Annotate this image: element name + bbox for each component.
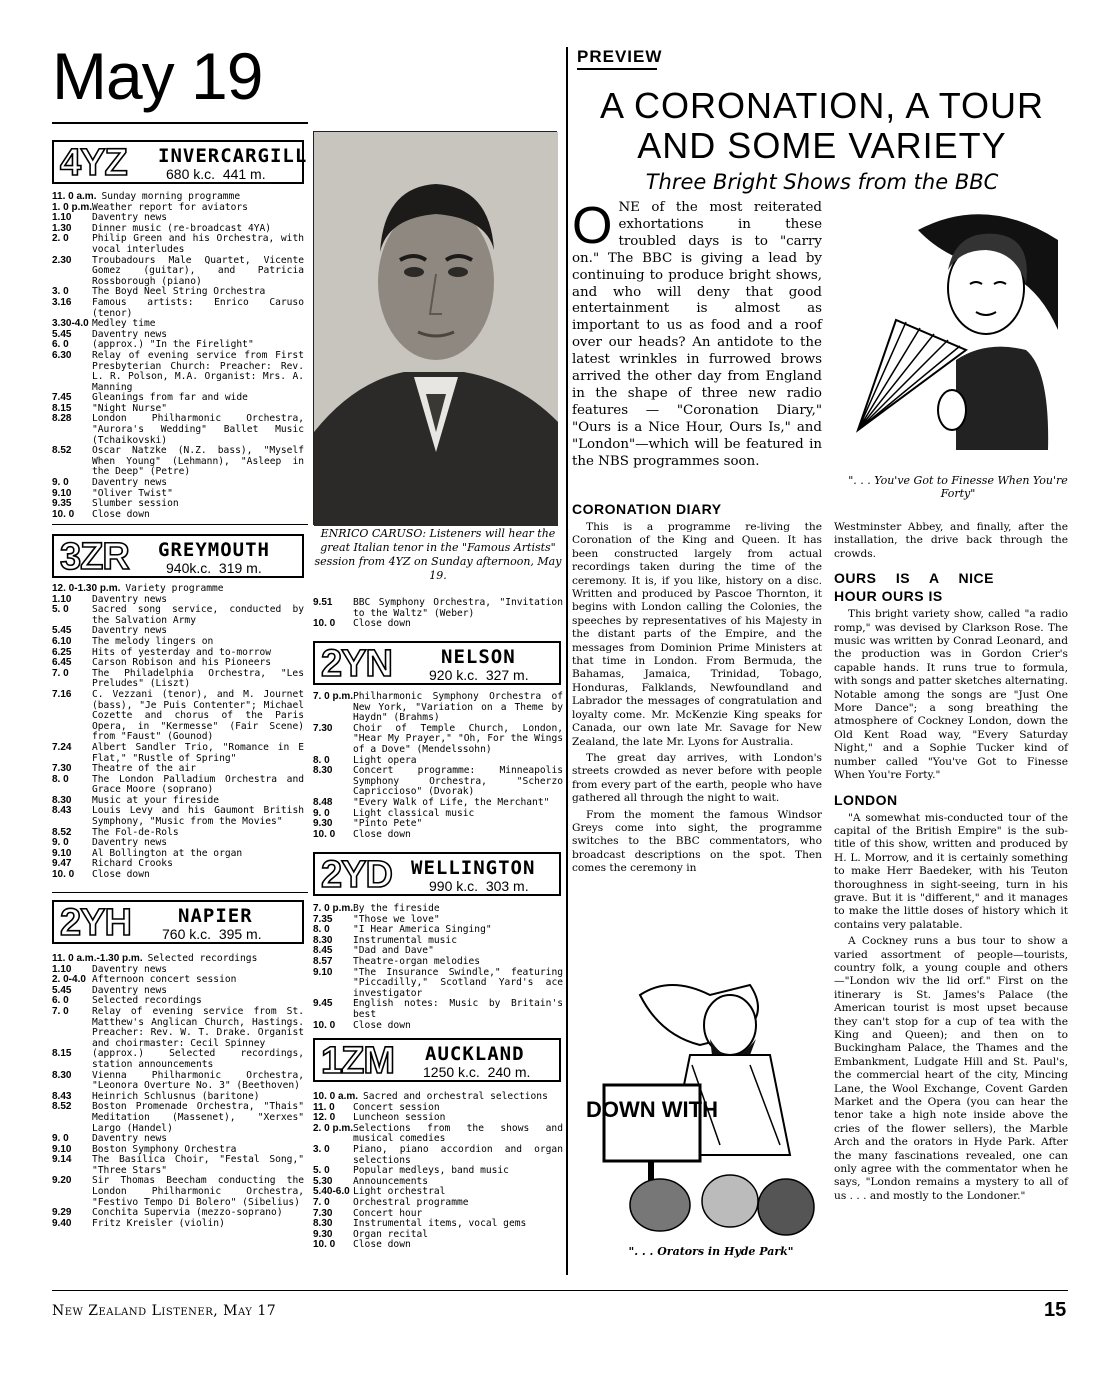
schedule-time: 11. 0 a.m. (52, 191, 97, 202)
schedule-time: 1.30 (52, 222, 72, 234)
schedule-item (52, 954, 304, 965)
schedule-time: 8.43 (52, 805, 72, 817)
schedule-time: 10. 0 (313, 618, 336, 630)
schedule-time: 7. 0 p.m. (313, 903, 354, 914)
schedule-description: The Basilica Choir, "Festal Song," "Three Stars" (92, 1154, 304, 1176)
schedule-time: 7. 0 (313, 1196, 330, 1208)
schedule-description: Close down (353, 1239, 411, 1251)
schedule-description: The Boyd Neel String Orchestra (92, 286, 266, 298)
schedule-time: 8.15 (52, 1048, 72, 1060)
schedule-description: Afternoon concert session (92, 974, 237, 986)
schedule-item (52, 849, 304, 860)
coronation-body (572, 521, 822, 876)
schedule-description: Light classical music (353, 807, 475, 819)
schedule-time: 5.45 (52, 328, 72, 340)
article-intro (572, 197, 822, 471)
call-sign: 2YD (321, 854, 392, 896)
schedule-description: The London Palladium Orchestra and Grace Moore (soprano) (92, 773, 304, 796)
schedule-time: 8.52 (52, 445, 72, 457)
right-column (834, 521, 1068, 1203)
schedule-description: English notes: Music by Britain's best (353, 998, 563, 1020)
footer-rule (52, 1290, 1068, 1291)
schedule-description: "Night Nurse" (92, 402, 168, 414)
schedule-time: 5.45 (52, 625, 72, 637)
station-frequency: 680 k.c. 441 m. (166, 166, 266, 182)
sign-text: DOWN WITH (586, 1097, 718, 1122)
schedule-time: 12. 0-1.30 p.m. (52, 583, 121, 594)
schedule-description: Selections from the shows and musical comedies (353, 1122, 563, 1145)
section-heading-ours: OURS IS A NICE HOUR OURS IS (834, 570, 994, 605)
schedule-description: Carson Robison and his Pioneers (92, 657, 272, 669)
schedule-description: "I Hear America Singing" (353, 924, 492, 936)
schedule-time: 10. 0 (313, 1019, 336, 1031)
schedule-time: 9.30 (313, 1228, 333, 1240)
rule (52, 524, 308, 525)
rule (52, 892, 308, 893)
schedule-description: Sacred song service, conducted by the Salvation Army (92, 604, 304, 626)
schedule-description: (approx.) Selected recordings, station announcements (92, 1048, 304, 1070)
rule (52, 122, 308, 124)
schedule-item (313, 999, 563, 1020)
station-frequency: 1250 k.c. 240 m. (423, 1064, 531, 1080)
schedule-description: Dinner music (re-broadcast 4YA) (92, 222, 272, 234)
schedule-time: 8.30 (52, 794, 72, 806)
schedule-time: 8.15 (52, 402, 72, 414)
schedule-item (313, 830, 563, 841)
schedule-time: 9.14 (52, 1154, 72, 1166)
schedule-item (52, 1219, 304, 1230)
schedule-item (52, 414, 304, 446)
schedule-description: Choir of Temple Church, London, "Hear My Prayer," "Oh, For the Wings of a Dove" (Mendelssohn) (353, 722, 563, 755)
schedule-time: 7.30 (313, 722, 333, 734)
schedule-time: 9.45 (313, 998, 333, 1010)
call-sign: 4YZ (60, 142, 127, 184)
schedule-item (52, 1176, 304, 1208)
paragraph: "A somewhat mis-conducted tour of the capital of the British Empire" is the sub-title of this show, written and produced by H. L. Morrow, and it is certainly something to make Herr Baedeker, with his Teuton thoroughness in sight-seeing, turn in his grave. But it is "different," and it manages to make the little doses of history which it contains very palatable. (834, 811, 1068, 931)
schedule-time: 8.30 (313, 934, 333, 946)
schedule-description: The Philadelphia Orchestra, "Les Preludes" (Liszt) (92, 667, 304, 690)
call-sign: 1ZM (321, 1040, 394, 1082)
column-divider (566, 47, 568, 1275)
schedule-description: Selected recordings (147, 953, 258, 964)
schedule-item (313, 724, 563, 756)
section-label: PREVIEW (577, 47, 663, 66)
schedule-item (52, 1007, 304, 1049)
schedule-description: Popular medleys, band music (353, 1165, 509, 1177)
schedule-time: 8. 0 (313, 924, 330, 936)
schedule-description: Theatre of the air (92, 763, 196, 775)
schedule-description: Sunday morning programme (101, 191, 241, 202)
call-sign: 3ZR (60, 536, 129, 578)
schedule-time: 8.52 (52, 1101, 72, 1113)
schedule-time: 9. 0 (52, 477, 69, 489)
schedule-time: 3.16 (52, 296, 72, 308)
schedule-1zm (313, 1092, 563, 1251)
schedule-description: Al Bollington at the organ (92, 847, 243, 859)
schedule-time: 7.45 (52, 392, 72, 404)
drop-cap: O (572, 197, 613, 255)
schedule-time: 8.45 (313, 945, 333, 957)
schedule-item (313, 1166, 563, 1177)
schedule-description: Close down (353, 618, 411, 630)
schedule-time: 7.30 (313, 1207, 333, 1219)
coronation-continuation: Westminster Abbey, and finally, after the installation, the drive back through the crowds. (834, 521, 1068, 560)
schedule-description: Organ recital (353, 1228, 429, 1240)
schedule-description: Troubadours Male Quartet, Vicente Gomez (guitar), and Patricia Rossborough (piano) (92, 254, 304, 287)
schedule-description: Daventry news (92, 963, 168, 975)
cartoon-illustration (586, 955, 822, 1239)
schedule-time: 9.51 (313, 597, 333, 608)
schedule-time: 9. 0 (313, 807, 330, 819)
schedule-item (52, 637, 304, 648)
schedule-time: 9.10 (313, 966, 333, 978)
schedule-time: 5. 0 (313, 1165, 330, 1177)
schedule-description: Variety programme (125, 583, 224, 594)
section-heading-coronation: CORONATION DIARY (572, 501, 722, 517)
schedule-item (52, 584, 304, 595)
station-header-2yd (313, 852, 561, 896)
schedule-item (52, 393, 304, 404)
schedule-time: 1.10 (52, 593, 72, 605)
station-frequency: 940k.c. 319 m. (166, 560, 262, 576)
schedule-time: 2. 0 (52, 233, 69, 245)
station-name: INVERCARGILL (158, 145, 308, 167)
schedule-time: 8. 0 (52, 773, 69, 785)
photo-caption: ENRICO CARUSO: Listeners will hear the great Italian tenor in the "Famous Artists" session from 4YZ on Sunday afternoon, May 19. (314, 527, 562, 582)
schedule-time: 11. 0 a.m.-1.30 p.m. (52, 953, 143, 964)
schedule-item (313, 1219, 563, 1230)
schedule-time: 8.48 (313, 796, 333, 808)
schedule-item (313, 798, 563, 809)
schedule-description: Daventry news (92, 328, 168, 340)
schedule-item (52, 510, 304, 521)
caruso-photo (313, 131, 557, 525)
schedule-time: 9. 0 (52, 837, 69, 849)
schedule-item (313, 1092, 563, 1103)
schedule-item (52, 975, 304, 986)
schedule-description: Light opera (353, 754, 417, 766)
schedule-item (313, 1021, 563, 1032)
schedule-time: 1.10 (52, 963, 72, 975)
publication-footer: New Zealand Listener, May 17 (52, 1303, 277, 1319)
schedule-item (52, 298, 304, 319)
schedule-time: 8.30 (313, 765, 333, 777)
schedule-description: "Pinto Pete" (353, 818, 423, 830)
schedule-description: Louis Levy and his Gaumont British Symphony, "Music from the Movies" (92, 805, 304, 828)
schedule-time: 10. 0 (313, 828, 336, 840)
schedule-item (52, 234, 304, 255)
schedule-item (52, 828, 304, 839)
page-date: May 19 (52, 39, 263, 113)
schedule-description: Weather report for aviators (92, 201, 248, 213)
station-header-3zr (52, 534, 304, 578)
schedule-time: 8.52 (52, 826, 72, 838)
schedule-item (313, 1240, 563, 1251)
cartoon-caption: ". . . You've Got to Finesse When You're Forty" (848, 474, 1068, 500)
station-name: NAPIER (178, 905, 253, 927)
schedule-item (313, 619, 563, 630)
schedule-description: Richard Crooks (92, 858, 173, 870)
schedule-time: 6. 0 (52, 339, 69, 351)
schedule-time: 5.45 (52, 984, 72, 996)
schedule-time: 2. 0-4.0 (52, 974, 86, 986)
paragraph: This bright variety show, called "a radio romp," was devised by Clarkson Rose. The music was written by Conrad Leonard, and the production was in Gordon Crier's capable hands. It runs true to formula, with songs and patter sketches alternating. Notable among the songs are "Just One More Dance"; a song breathing the atmosphere of Cockney London, down the Old Kent Road way, "Every Saturday Night," and a Sophie Tucker kind of number called "You've Got to Finesse When You're Forty." (834, 608, 1068, 782)
schedule-item (52, 743, 304, 764)
schedule-description: "Oliver Twist" (92, 487, 173, 499)
article-headline: A CORONATION, A TOUR AND SOME VARIETY (599, 85, 1045, 166)
schedule-description: Concert hour (353, 1207, 423, 1219)
schedule-time: 11. 0 (313, 1101, 335, 1113)
schedule-time: 9.29 (52, 1207, 72, 1219)
schedule-time: 10. 0 (52, 508, 75, 520)
schedule-2yd (313, 904, 563, 1031)
schedule-time: 3. 0 (52, 286, 69, 298)
station-frequency: 760 k.c. 395 m. (162, 926, 262, 942)
page-number: 15 (1044, 1299, 1067, 1321)
schedule-description: Relay of evening service from St. Matthew's Anglican Church, Hastings. Preacher: Rev. W. T. Drake. Organist and choirmaster: Cecil Spinney (92, 1005, 304, 1049)
schedule-description: Relay of evening service from First Presbyterian Church: Preacher: Rev. L. R. Polson, M.A. Organist: Mrs. A. Manning (92, 349, 304, 393)
schedule-time: 12. 0 (313, 1112, 336, 1124)
schedule-time: 6.45 (52, 657, 72, 669)
schedule-time: 7.16 (52, 688, 72, 700)
schedule-time: 1.10 (52, 212, 72, 224)
station-frequency: 920 k.c. 327 m. (429, 667, 529, 683)
schedule-item (313, 598, 563, 619)
schedule-time: 10. 0 a.m. (313, 1091, 359, 1102)
schedule-description: Daventry news (92, 625, 168, 637)
schedule-2yn (313, 692, 563, 840)
schedule-item (52, 669, 304, 690)
schedule-description: Luncheon session (353, 1112, 446, 1124)
schedule-item (52, 446, 304, 478)
schedule-description: Theatre-organ melodies (353, 955, 481, 967)
schedule-description: Medley time (92, 318, 156, 330)
schedule-description: Close down (92, 869, 150, 881)
station-header-1zm (313, 1038, 561, 1082)
schedule-description: Daventry news (92, 593, 168, 605)
station-header-2yn (313, 641, 561, 685)
schedule-item (52, 1049, 304, 1070)
schedule-description: Philharmonic Symphony Orchestra of New York, "Variation on a Theme by Haydn" (Brahms) (353, 691, 563, 724)
schedule-time: 9.10 (52, 1143, 72, 1155)
schedule-item (52, 775, 304, 796)
schedule-item (313, 936, 563, 947)
schedule-item (52, 690, 304, 743)
schedule-item (313, 1198, 563, 1209)
call-sign: 2YN (321, 643, 392, 685)
schedule-time: 7. 0 p.m. (313, 691, 354, 702)
schedule-time: 8. 0 (313, 754, 330, 766)
schedule-description: Philip Green and his Orchestra, with vocal interludes (92, 233, 304, 255)
article-subhead: Three Bright Shows from the BBC (645, 170, 999, 194)
schedule-description: By the fireside (353, 903, 440, 914)
schedule-item (52, 605, 304, 626)
schedule-time: 10. 0 (313, 1239, 336, 1251)
schedule-item (313, 692, 563, 724)
schedule-description: Daventry news (92, 477, 168, 489)
schedule-item (52, 319, 304, 330)
paragraph: A Cockney runs a bus tour to show a varied assortment of people—tourists, country folk, a young couple and others—"London wiv the lid orf." First on the itinerary is St. James's Palace (the American tourist is most upset because they can't stop for a cup of tea with the King and Queen); and then on to Buckingham Palace, the Thames and the Embankment, Ludgate Hill and St. Paul's, the commercial heart of the city, Mincing Lane, the Wool Exchange, Covent Garden Market and the Opera (you can hear the tenor take a high note inside above the cries of the flower sellers), the Marble Arch and the orators in Hyde Park. After the many fascinations revealed, one can only agree with the commentator when he says, "London remains a mystery to all of us . . . and mostly to the Londoner." (834, 935, 1068, 1202)
schedule-description: Sir Thomas Beecham conducting the London Philharmonic Orchestra, "Festivo Tempo Di Bolero" (Sibelius) (92, 1175, 304, 1208)
schedule-description: Close down (353, 1019, 411, 1031)
portrait-illustration (314, 132, 558, 526)
schedule-time: 5.40-6.0 (313, 1186, 350, 1198)
schedule-time: 10. 0 (52, 869, 75, 881)
schedule-time: 7. 0 (52, 1005, 69, 1017)
schedule-description: (approx.) "In the Firelight" (92, 339, 254, 351)
schedule-item (52, 478, 304, 489)
schedule-time: 7.24 (52, 741, 72, 753)
schedule-description: Instrumental music (353, 934, 457, 946)
schedule-description: Oscar Natzke (N.Z. bass), "Myself When Young" (Lehmann), "Asleep in the Deep" (Petre) (92, 445, 304, 478)
schedule-description: Light orchestral (353, 1186, 446, 1198)
station-frequency: 990 k.c. 303 m. (429, 878, 529, 894)
schedule-time: 6.25 (52, 646, 72, 658)
schedule-3zr (52, 584, 304, 881)
schedule-description: Boston Symphony Orchestra (92, 1143, 237, 1155)
schedule-item (52, 1155, 304, 1176)
schedule-time: 9.47 (52, 858, 72, 870)
schedule-description: Daventry news (92, 1133, 168, 1145)
schedule-time: 3.30-4.0 (52, 318, 89, 330)
station-name: NELSON (441, 646, 516, 668)
schedule-description: "Dad and Dave" (353, 945, 434, 957)
schedule-description: Announcements (353, 1175, 429, 1187)
schedule-time: 6.10 (52, 635, 72, 647)
schedule-description: The Fol-de-Rols (92, 826, 179, 838)
schedule-description: Fritz Kreisler (violin) (92, 1217, 225, 1229)
schedule-description: Boston Promenade Orchestra, "Thais" Meditation (Massenet), "Xerxes" Largo (Handel) (92, 1101, 304, 1134)
schedule-item (52, 499, 304, 510)
schedule-time: 9.35 (52, 498, 72, 510)
schedule-item (52, 203, 304, 214)
schedule-description: London Philharmonic Orchestra, "Aurora's Wedding" Ballet Music (Tchaikovski) (92, 413, 304, 446)
schedule-time: 1. 0 p.m. (52, 201, 93, 213)
station-name: GREYMOUTH (158, 539, 270, 561)
schedule-item (52, 1102, 304, 1134)
call-sign: 2YH (60, 902, 131, 944)
schedule-item (313, 1124, 563, 1145)
schedule-description: Piano, piano accordion and organ selections (353, 1143, 563, 1166)
schedule-description: BBC Symphony Orchestra, "Invitation to the Waltz" (Weber) (353, 597, 563, 619)
orators-caption: ". . . Orators in Hyde Park" (628, 1245, 794, 1258)
schedule-time: 5. 0 (52, 604, 69, 616)
schedule-description: Instrumental items, vocal gems (353, 1218, 527, 1230)
schedule-description: Conchita Supervia (mezzo-soprano) (92, 1207, 283, 1219)
schedule-description: C. Vezzani (tenor), and M. Journet (bass), "Je Puis Contenter"; Michael Cozette and chorus of the Paris Opera, in "Kermesse" (Fair Scene) from "Faust" (Gounod) (92, 688, 304, 743)
schedule-item (52, 351, 304, 393)
schedule-time: 9.20 (52, 1175, 72, 1187)
schedule-time: 2.30 (52, 254, 72, 266)
schedule-item (313, 904, 563, 915)
schedule-description: Selected recordings (92, 995, 202, 1007)
orators-cartoon (586, 955, 822, 1239)
schedule-description: Albert Sandler Trio, "Romance in E Flat," "Rustle of Spring" (92, 741, 304, 764)
schedule-description: Concert session (353, 1101, 440, 1113)
schedule-time: 7.35 (313, 913, 333, 925)
schedule-item (52, 870, 304, 881)
schedule-description: Concert programme: Minneapolis Symphony Orchestra, "Scherzo Capriccioso" (Dvorak) (353, 765, 563, 798)
schedule-item (52, 806, 304, 827)
schedule-description: Daventry news (92, 984, 168, 996)
schedule-continuation (313, 598, 563, 630)
schedule-description: Vienna Philharmonic Orchestra, "Leonora Overture No. 3" (Beethoven) (92, 1069, 304, 1092)
schedule-time: 9.30 (313, 818, 333, 830)
schedule-time: 7.30 (52, 763, 72, 775)
schedule-2yh (52, 954, 304, 1229)
schedule-time: 7. 0 (52, 667, 69, 679)
schedule-description: Hits of yesterday and to-morrow (92, 646, 272, 658)
schedule-description: Close down (353, 828, 411, 840)
schedule-time: 9.40 (52, 1217, 72, 1229)
schedule-item (52, 256, 304, 288)
schedule-description: Sacred and orchestral selections (363, 1091, 548, 1102)
schedule-item (313, 766, 563, 798)
schedule-time: 8.28 (52, 413, 72, 425)
schedule-item (52, 1071, 304, 1092)
schedule-time: 8.43 (52, 1090, 72, 1102)
schedule-item (313, 968, 563, 1000)
schedule-time: 2. 0 p.m. (313, 1122, 354, 1134)
station-header-2yh (52, 900, 304, 944)
schedule-description: Heinrich Schlusnus (baritone) (92, 1090, 260, 1102)
schedule-time: 9. 0 (52, 1133, 69, 1145)
schedule-item (313, 809, 563, 820)
schedule-description: Daventry news (92, 837, 168, 849)
schedule-item (52, 192, 304, 203)
schedule-time: 8.30 (313, 1218, 333, 1230)
paragraph: The great day arrives, with London's streets crowded as never before with people from every part of the earth, people who have gathered all through the night to wait. (572, 751, 822, 805)
paragraph: From the moment the famous Windsor Greys come into sight, the programme switches to the BBC commentators, who broadcast descriptions on the spot. Then comes the ceremony in (572, 808, 822, 875)
schedule-time: 8.57 (313, 955, 333, 967)
fan-lady-cartoon (836, 200, 1070, 470)
section-heading-london: LONDON (834, 791, 898, 808)
schedule-time: 5.30 (313, 1175, 333, 1187)
schedule-item (52, 859, 304, 870)
schedule-time: 6. 0 (52, 995, 69, 1007)
rule (577, 68, 657, 70)
schedule-item (313, 957, 563, 968)
station-header-4yz (52, 140, 308, 184)
schedule-time: 6.30 (52, 349, 72, 361)
cartoon-illustration (836, 200, 1070, 470)
schedule-time: 9.10 (52, 847, 72, 859)
station-name: AUCKLAND (425, 1043, 525, 1065)
schedule-item (313, 819, 563, 830)
schedule-time: 9.10 (52, 487, 72, 499)
schedule-item (313, 1145, 563, 1166)
schedule-time: 3. 0 (313, 1143, 330, 1155)
schedule-description: "The Insurance Swindle," featuring "Piccadilly," Scotland Yard's ace investigator (353, 966, 563, 999)
schedule-description: Orchestral programme (353, 1196, 469, 1208)
schedule-description: "Those we love" (353, 913, 440, 925)
schedule-description: The melody lingers on (92, 635, 214, 647)
schedule-description: Famous artists: Enrico Caruso (tenor) (92, 296, 304, 319)
schedule-4yz (52, 192, 304, 520)
schedule-description: Slumber session (92, 498, 179, 510)
schedule-description: Daventry news (92, 212, 168, 224)
paragraph: This is a programme re-living the Coronation of the King and Queen. It has been constructed largely from actual recordings taken during the time of the ceremony. It is, if you like, history on a disc. Written and produced by Pascoe Thornton, it begins with London calling the Colonies, the speeches by representatives of his Majesty in the distant parts of the Empire, and the messages from Dominion Prime Ministers at that time in London. From Bermuda, the Bahamas, Jamaica, Trinidad, Tobago, Honduras, Falklands, Newfoundland and Labrador the messages of congratulation and loyalty come. Mr. McKenzie King speaks for Canada, our own late Mr. Savage for New Zealand, the late Mr. Lyons for Australia. (572, 521, 822, 748)
schedule-description: Music at your fireside (92, 794, 220, 806)
schedule-item (313, 1230, 563, 1241)
schedule-description: Close down (92, 508, 150, 520)
schedule-description: Gleanings from far and wide (92, 392, 248, 404)
schedule-time: 8.30 (52, 1069, 72, 1081)
station-name: WELLINGTON (411, 857, 536, 879)
intro-text: NE of the most reiterated exhortations in these troubled days is to "carry on." The BBC is giving a lead by continuing to produce bright shows, and who will deny that good entertainment is almost as important to us as food and a roof over our heads? An antidote to the latest wrinkles in furrowed brows arrived the other day from England in the shape of three new radio features — "Coronation Diary," "Ours is a Nice Hour, Ours Is," and "London"—which will be featured in the NBS programmes soon. (572, 200, 822, 469)
schedule-description: "Every Walk of Life, the Merchant" (353, 796, 550, 808)
